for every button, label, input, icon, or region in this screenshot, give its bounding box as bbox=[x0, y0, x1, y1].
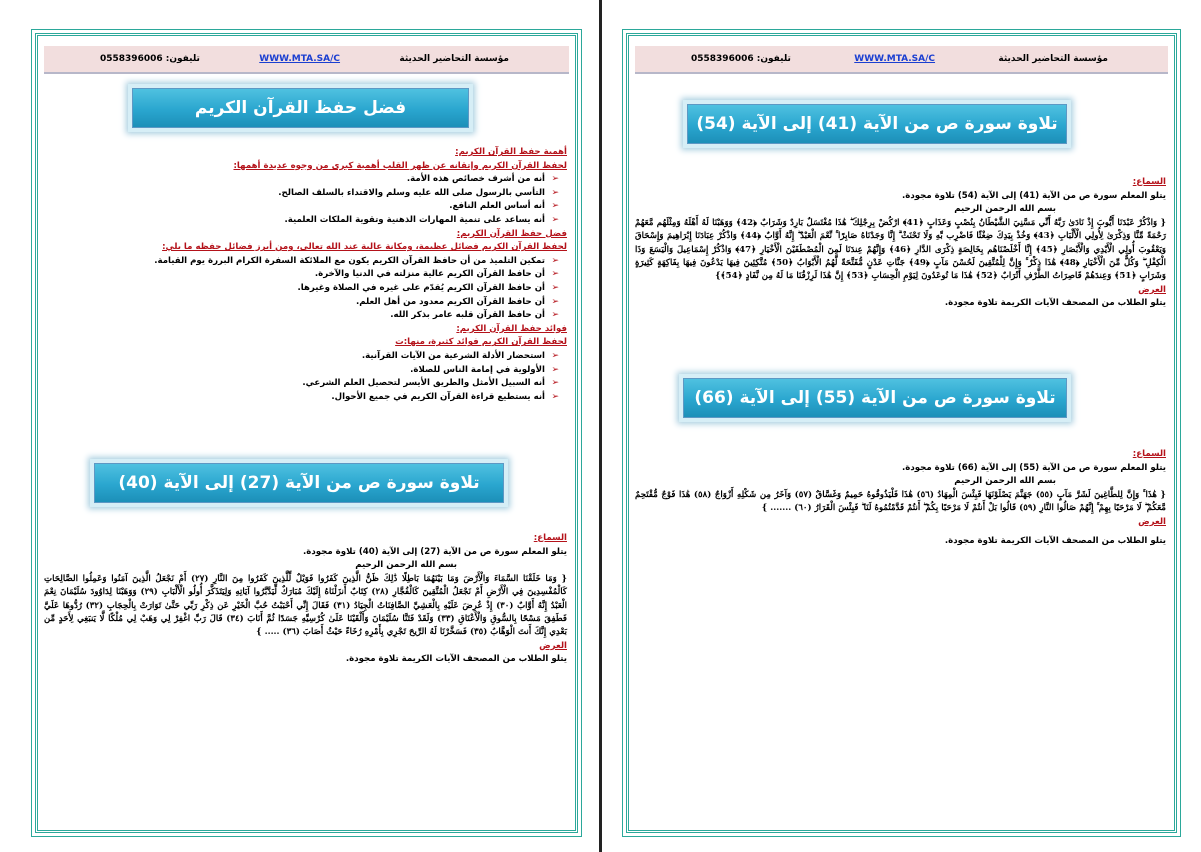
left-page bbox=[0, 0, 599, 852]
benefits-list bbox=[44, 350, 567, 404]
left-content-top bbox=[44, 146, 567, 404]
listening-text: يتلو المعلم سورة ص من الآية (55) إلى الآية (66) تلاوة مجودة. bbox=[902, 462, 1166, 473]
display-title: العرض bbox=[539, 640, 567, 651]
right-content-top bbox=[635, 176, 1166, 311]
list-item: ➢ أنه يستطيع قراءة القرآن الكريم في جميع الأحوال. bbox=[44, 391, 545, 405]
header-organization: مؤسسة التحاضير الحديثة bbox=[998, 54, 1108, 64]
virtue-title: فضل حفظ القرآن الكريم: bbox=[456, 228, 567, 239]
arrow-icon: ➢ bbox=[551, 282, 559, 293]
listening-title: السماع: bbox=[1132, 449, 1166, 459]
bismillah: بسم الله الرحمن الرحيم bbox=[954, 476, 1056, 487]
arrow-icon: ➢ bbox=[551, 364, 559, 375]
header-phone: تليفون: 0558396006 bbox=[100, 54, 200, 64]
right-page-frame bbox=[626, 33, 1177, 833]
importance-title: أهمية حفظ القرآن الكريم: bbox=[455, 147, 567, 157]
list-item: ➢ التأسي بالرسول صلى الله عليه وسلم والاقتداء بالسلف الصالح. bbox=[44, 187, 545, 201]
virtue-intro: لحفظ القرآن الكريم فضائل عظيمة، ومكانة عالية عند الله تعالى، ومن أبرز فضائل حفظه ما يلي: bbox=[162, 242, 567, 253]
banner-virtue: فضل حفظ القرآن الكريم bbox=[132, 88, 469, 128]
arrow-icon: ➢ bbox=[551, 350, 559, 361]
right-page-header bbox=[635, 46, 1168, 74]
importance-intro: لحفظ القرآن الكريم وإتقانه عن ظهر القلب أهمية كبرى من وجوه عديدة أهمها: bbox=[233, 160, 567, 171]
arrow-icon: ➢ bbox=[551, 310, 559, 321]
banner-recitation-27-40: تلاوة سورة ص من الآية (27) إلى الآية (40) bbox=[94, 463, 504, 503]
list-item: ➢ الأولوية في إمامة الناس للصلاة. bbox=[44, 364, 545, 378]
quran-verses: { وَمَا خَلَقْنَا السَّمَاءَ وَالْأَرْضَ وَمَا بَيْنَهُمَا بَاطِلًا ذَٰلِكَ ظَنُّ الَّذِينَ كَفَرُوا فَوَيْلٌ لِّلَّذِينَ كَفَرُوا مِنَ النَّارِ (٢٧) أَمْ نَجْعَلُ الَّذِينَ آمَنُوا وَعَمِلُوا الصَّالِحَاتِ كَالْمُفْسِدِينَ فِي الْأَرْضِ أَمْ نَجْعَلُ الْمُتَّقِينَ كَالْفُجَّارِ (٢٨) كِتَابٌ أَنزَلْنَاهُ إِلَيْكَ مُبَارَكٌ لِّيَدَّبَّرُوا آيَاتِهِ وَلِيَتَذَكَّرَ أُولُو الْأَلْبَابِ (٢٩) وَوَهَبْنَا لِدَاوُودَ سُلَيْمَانَ نِعْمَ الْعَبْدُ إِنَّهُ أَوَّابٌ (٣٠) إِذْ عُرِضَ عَلَيْهِ بِالْعَشِيِّ الصَّافِنَاتُ الْجِيَادُ (٣١) فَقَالَ إِنِّي أَحْبَبْتُ حُبَّ الْخَيْرِ عَن ذِكْرِ رَبِّي حَتَّىٰ تَوَارَتْ بِالْحِجَابِ (٣٢) رُدُّوهَا عَلَيَّ فَطَفِقَ مَسْحًا بِالسُّوقِ وَالْأَعْنَاقِ (٣٣) وَلَقَدْ فَتَنَّا سُلَيْمَانَ وَأَلْقَيْنَا عَلَىٰ كُرْسِيِّهِ جَسَدًا ثُمَّ أَنَابَ (٣٤) قَالَ رَبِّ اغْفِرْ لِي وَهَبْ لِي مُلْكًا لَّا يَنبَغِي لِأَحَدٍ مِّن بَعْدِي إِنَّكَ أَنتَ الْوَهَّابُ (٣٥) فَسَخَّرْنَا لَهُ الرِّيحَ تَجْرِي بِأَمْرِهِ رُخَاءً حَيْثُ أَصَابَ (٣٦) ..... } bbox=[44, 573, 568, 638]
bismillah: بسم الله الرحمن الرحيم bbox=[954, 204, 1056, 215]
arrow-icon: ➢ bbox=[551, 214, 559, 225]
quran-verses: { هَٰذَا ۚ وَإِنَّ لِلطَّاغِينَ لَشَرَّ مَآبٍ (٥٥) جَهَنَّمَ يَصْلَوْنَهَا فَبِئْسَ الْمِهَادُ (٥٦) هَٰذَا فَلْيَذُوقُوهُ حَمِيمٌ وَغَسَّاقٌ (٥٧) وَآخَرُ مِن شَكْلِهِ أَزْوَاجٌ (٥٨) هَٰذَا فَوْجٌ مُّقْتَحِمٌ مَّعَكُمْ ۖ لَا مَرْحَبًا بِهِمْ ۚ إِنَّهُمْ صَالُوا النَّارِ (٥٩) قَالُوا بَلْ أَنتُمْ لَا مَرْحَبًا بِكُمْ ۖ أَنتُمْ قَدَّمْتُمُوهُ لَنَا ۖ فَبِئْسَ الْقَرَارُ (٦٠) ....... } bbox=[635, 489, 1166, 514]
arrow-icon: ➢ bbox=[551, 391, 559, 402]
header-phone: تليفون: 0558396006 bbox=[691, 54, 791, 64]
right-content-bottom bbox=[635, 448, 1166, 549]
listening-title: السماع: bbox=[1132, 177, 1166, 187]
left-content-bottom bbox=[44, 532, 567, 667]
list-item: ➢ أنه يساعد على تنمية المهارات الذهنية وتقوية الملكات العلمية. bbox=[44, 214, 545, 228]
listening-text: يتلو المعلم سورة ص من الآية (27) إلى الآية (40) تلاوة مجودة. bbox=[303, 546, 567, 557]
importance-list bbox=[44, 173, 567, 227]
display-title: العرض bbox=[1138, 516, 1166, 527]
left-page-header bbox=[44, 46, 569, 74]
virtue-list bbox=[44, 255, 567, 323]
arrow-icon: ➢ bbox=[551, 378, 559, 389]
list-item: ➢ أن حافظ القرآن الكريم يُقدّم على غيره في الصلاة وغيرها. bbox=[44, 282, 545, 296]
quran-verses: { وَاذْكُرْ عَبْدَنَا أَيُّوبَ إِذْ نَادَىٰ رَبَّهُ أَنِّي مَسَّنِيَ الشَّيْطَانُ بِنُصْبٍ وَعَذَابٍ ﴿41﴾ ارْكُضْ بِرِجْلِكَ ۖ هَٰذَا مُغْتَسَلٌ بَارِدٌ وَشَرَابٌ ﴿42﴾ وَوَهَبْنَا لَهُ أَهْلَهُ وَمِثْلَهُم مَّعَهُمْ رَحْمَةً مِّنَّا وَذِكْرَىٰ لِأُولِي الْأَلْبَابِ ﴿43﴾ وَخُذْ بِيَدِكَ ضِغْثًا فَاضْرِب بِّهِ وَلَا تَحْنَثْ ۗ إِنَّا وَجَدْنَاهُ صَابِرًا ۚ نِّعْمَ الْعَبْدُ ۖ إِنَّهُ أَوَّابٌ ﴿44﴾ وَاذْكُرْ عِبَادَنَا إِبْرَاهِيمَ وَإِسْحَاقَ وَيَعْقُوبَ أُولِي الْأَيْدِي وَالْأَبْصَارِ ﴿45﴾ إِنَّا أَخْلَصْنَاهُم بِخَالِصَةٍ ذِكْرَى الدَّارِ ﴿46﴾ وَإِنَّهُمْ عِندَنَا لَمِنَ الْمُصْطَفَيْنَ الْأَخْيَارِ ﴿47﴾ وَاذْكُرْ إِسْمَاعِيلَ وَالْيَسَعَ وَذَا الْكِفْلِ ۖ وَكُلٌّ مِّنَ الْأَخْيَارِ ﴿48﴾ هَٰذَا ذِكْرٌ ۚ وَإِنَّ لِلْمُتَّقِينَ لَحُسْنَ مَآبٍ ﴿49﴾ جَنَّاتِ عَدْنٍ مُّفَتَّحَةً لَّهُمُ الْأَبْوَابُ ﴿50﴾ مُتَّكِئِينَ فِيهَا يَدْعُونَ فِيهَا بِفَاكِهَةٍ كَثِيرَةٍ وَشَرَابٍ ﴿51﴾ وَعِندَهُمْ قَاصِرَاتُ الطَّرْفِ أَتْرَابٌ ﴿52﴾ هَٰذَا مَا تُوعَدُونَ لِيَوْمِ الْحِسَابِ ﴿53﴾ إِنَّ هَٰذَا لَرِزْقُنَا مَا لَهُ مِن نَّفَادٍ ﴿54﴾} bbox=[635, 217, 1167, 282]
header-website-link[interactable]: WWW.MTA.SA/C bbox=[259, 54, 341, 64]
header-website-link[interactable]: WWW.MTA.SA/C bbox=[854, 54, 936, 64]
list-item: ➢ أن حافظ القرآن الكريم عالية منزلته في الدنيا والآخرة. bbox=[44, 268, 545, 282]
arrow-icon: ➢ bbox=[551, 296, 559, 307]
arrow-icon: ➢ bbox=[551, 255, 559, 266]
arrow-icon: ➢ bbox=[551, 201, 559, 212]
display-title: العرض bbox=[1138, 284, 1166, 295]
list-item: ➢ أنه أساس العلم النافع. bbox=[44, 200, 545, 214]
list-item: ➢ تمكين التلميذ من أن حافظ القرآن الكريم يكون مع الملائكة السفرة الكرام البررة يوم القيامة. bbox=[44, 255, 545, 269]
display-text: يتلو الطلاب من المصحف الآيات الكريمة تلاوة مجودة. bbox=[944, 536, 1166, 547]
header-organization: مؤسسة التحاضير الحديثة bbox=[399, 54, 509, 64]
benefits-intro: لحفظ القرآن الكريم فوائد كثيرة، منها:ت bbox=[395, 337, 567, 348]
benefits-title: فوائد حفظ القرآن الكريم: bbox=[456, 323, 567, 334]
right-page bbox=[602, 0, 1201, 852]
bismillah: بسم الله الرحمن الرحيم bbox=[355, 560, 457, 571]
banner-recitation-41-54: تلاوة سورة ص من الآية (41) إلى الآية (54) bbox=[687, 104, 1067, 144]
listening-text: يتلو المعلم سورة ص من الآية (41) إلى الآية (54) تلاوة مجودة. bbox=[902, 190, 1166, 201]
arrow-icon: ➢ bbox=[551, 174, 559, 185]
banner-recitation-55-66: تلاوة سورة ص من الآية (55) إلى الآية (66) bbox=[683, 378, 1067, 418]
display-text: يتلو الطلاب من المصحف الآيات الكريمة تلاوة مجودة. bbox=[944, 298, 1166, 309]
list-item: ➢ أنه من أشرف خصائص هذه الأمة. bbox=[44, 173, 545, 187]
list-item: ➢ أن حافظ القرآن قلبه عامر بذكر الله. bbox=[44, 309, 545, 323]
list-item: ➢ استحضار الأدلة الشرعية من الآيات القرآنية. bbox=[44, 350, 545, 364]
listening-title: السماع: bbox=[533, 533, 567, 543]
arrow-icon: ➢ bbox=[551, 269, 559, 280]
arrow-icon: ➢ bbox=[551, 187, 559, 198]
display-text: يتلو الطلاب من المصحف الآيات الكريمة تلاوة مجودة. bbox=[345, 654, 567, 665]
left-page-frame bbox=[35, 33, 578, 833]
list-item: ➢ أنه السبيل الأمثل والطريق الأيسر لتحصيل العلم الشرعي. bbox=[44, 377, 545, 391]
list-item: ➢ أن حافظ القرآن الكريم معدود من أهل العلم. bbox=[44, 296, 545, 310]
